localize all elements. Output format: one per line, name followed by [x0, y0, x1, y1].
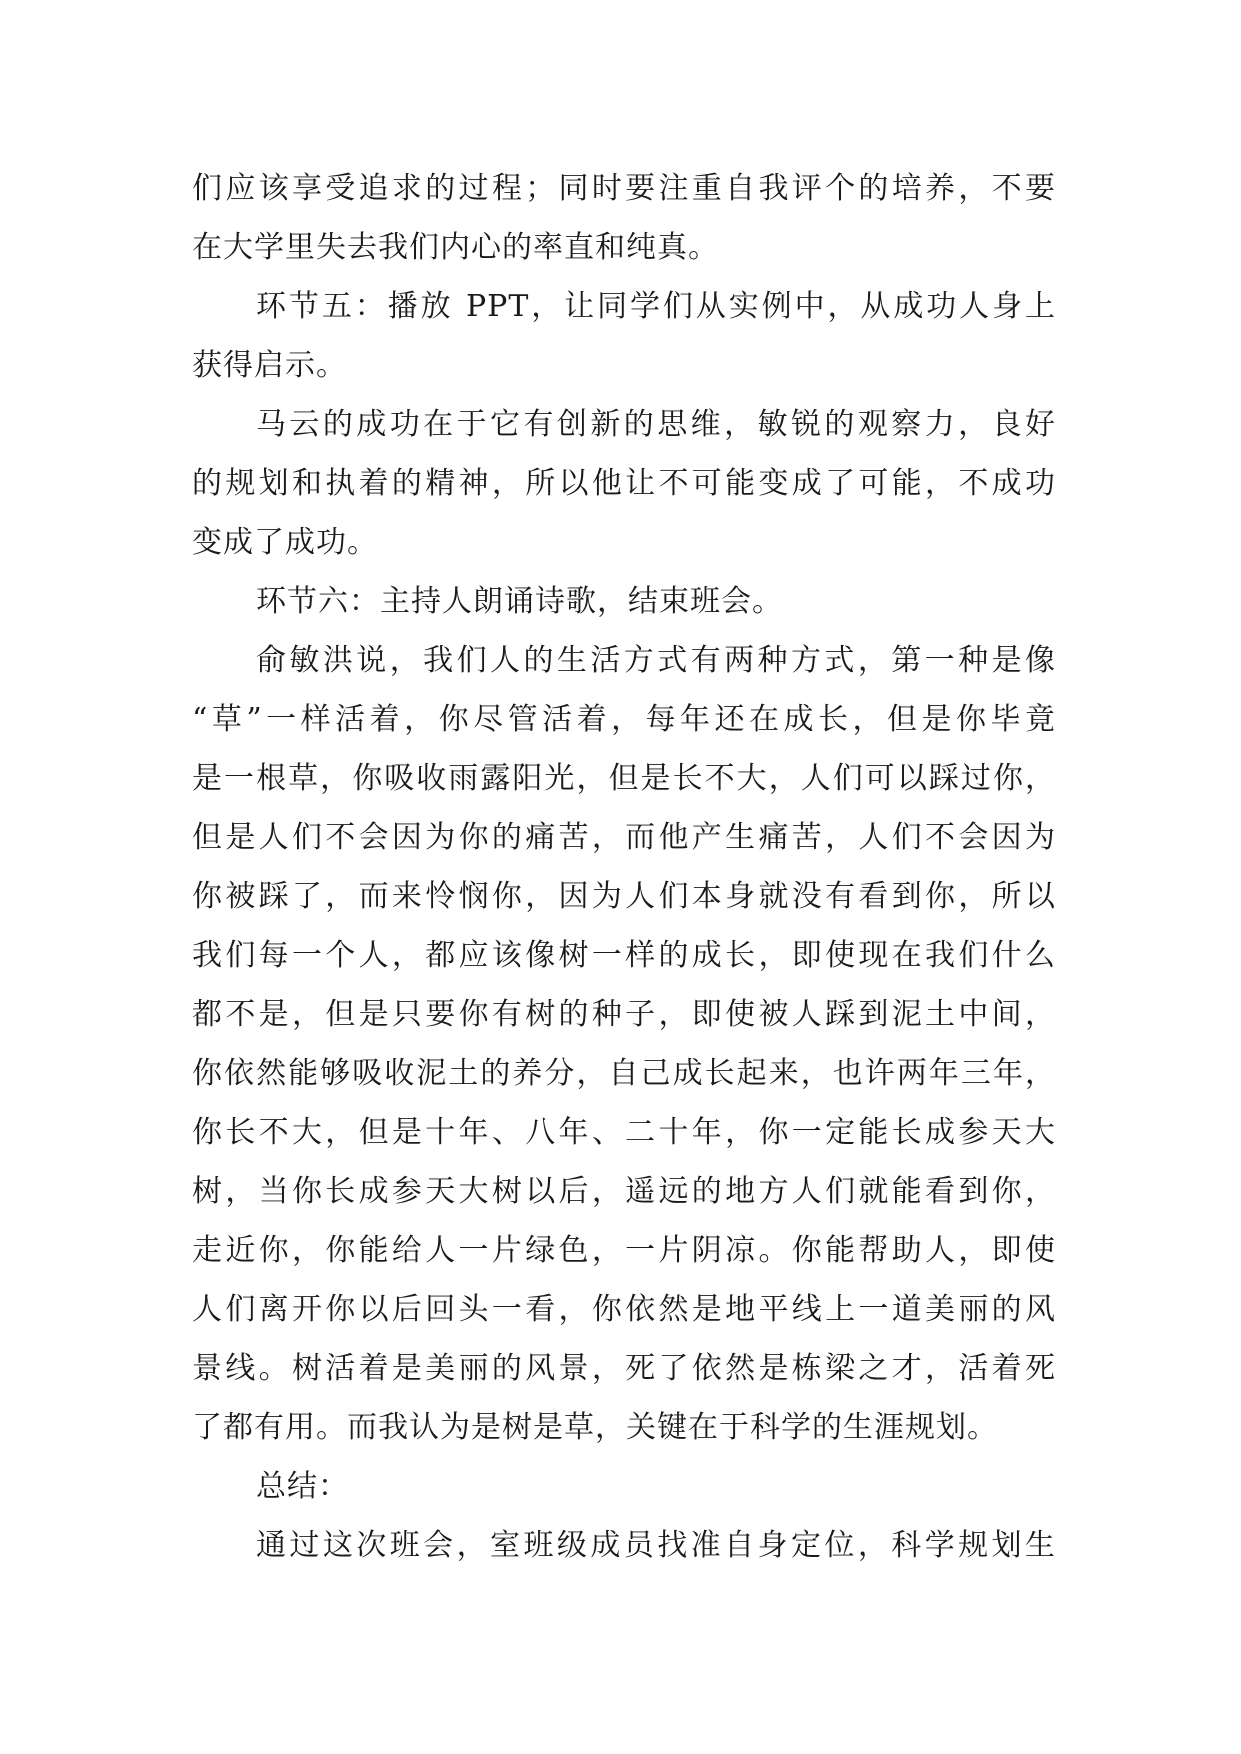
text-line: 总结： [256, 1469, 349, 1504]
text-line: 你长不大，但是十年、八年、二十年，你一定能长成参天大 [192, 1115, 1056, 1150]
text-line: 俞敏洪说，我们人的生活方式有两种方式，第一种是像 [256, 643, 1056, 678]
text-line: 树，当你长成参天大树以后，遥远的地方人们就能看到你， [192, 1174, 1056, 1209]
text-line: 你依然能够吸收泥土的养分，自己成长起来，也许两年三年， [192, 1056, 1056, 1091]
text-line: 环节五：播放 PPT，让同学们从实例中，从成功人身上 [256, 289, 1056, 324]
text-line: 但是人们不会因为你的痛苦，而他产生痛苦，人们不会因为 [192, 820, 1056, 855]
text-line: 都不是，但是只要你有树的种子，即使被人踩到泥土中间， [192, 997, 1056, 1032]
text-line: 是一根草，你吸收雨露阳光，但是长不大，人们可以踩过你， [192, 761, 1056, 796]
text-line: 你被踩了，而来怜悯你，因为人们本身就没有看到你，所以 [192, 879, 1056, 914]
text-line: 获得启示。 [192, 348, 347, 383]
document-body [192, 159, 1056, 1575]
text-line: 在大学里失去我们内心的率直和纯真。 [192, 230, 719, 265]
text-line: 环节六：主持人朗诵诗歌，结束班会。 [256, 584, 783, 619]
text-line: 马云的成功在于它有创新的思维，敏锐的观察力，良好 [256, 407, 1056, 442]
text-line: 人们离开你以后回头一看，你依然是地平线上一道美丽的风 [192, 1292, 1056, 1327]
text-line: 了都有用。而我认为是树是草，关键在于科学的生涯规划。 [192, 1410, 998, 1445]
text-line: 通过这次班会，室班级成员找准自身定位，科学规划生 [256, 1528, 1056, 1563]
text-line: 变成了成功。 [192, 525, 378, 560]
text-line: 我们每一个人，都应该像树一样的成长，即使现在我们什么 [192, 938, 1056, 973]
text-line: “草”一样活着，你尽管活着，每年还在成长，但是你毕竟 [192, 702, 1056, 737]
text-line: 走近你，你能给人一片绿色，一片阴凉。你能帮助人，即使 [192, 1233, 1056, 1268]
text-line: 的规划和执着的精神，所以他让不可能变成了可能，不成功 [192, 466, 1056, 501]
text-line: 景线。树活着是美丽的风景，死了依然是栋梁之才，活着死 [192, 1351, 1056, 1386]
text-line: 们应该享受追求的过程；同时要注重自我评个的培养，不要 [192, 171, 1056, 206]
